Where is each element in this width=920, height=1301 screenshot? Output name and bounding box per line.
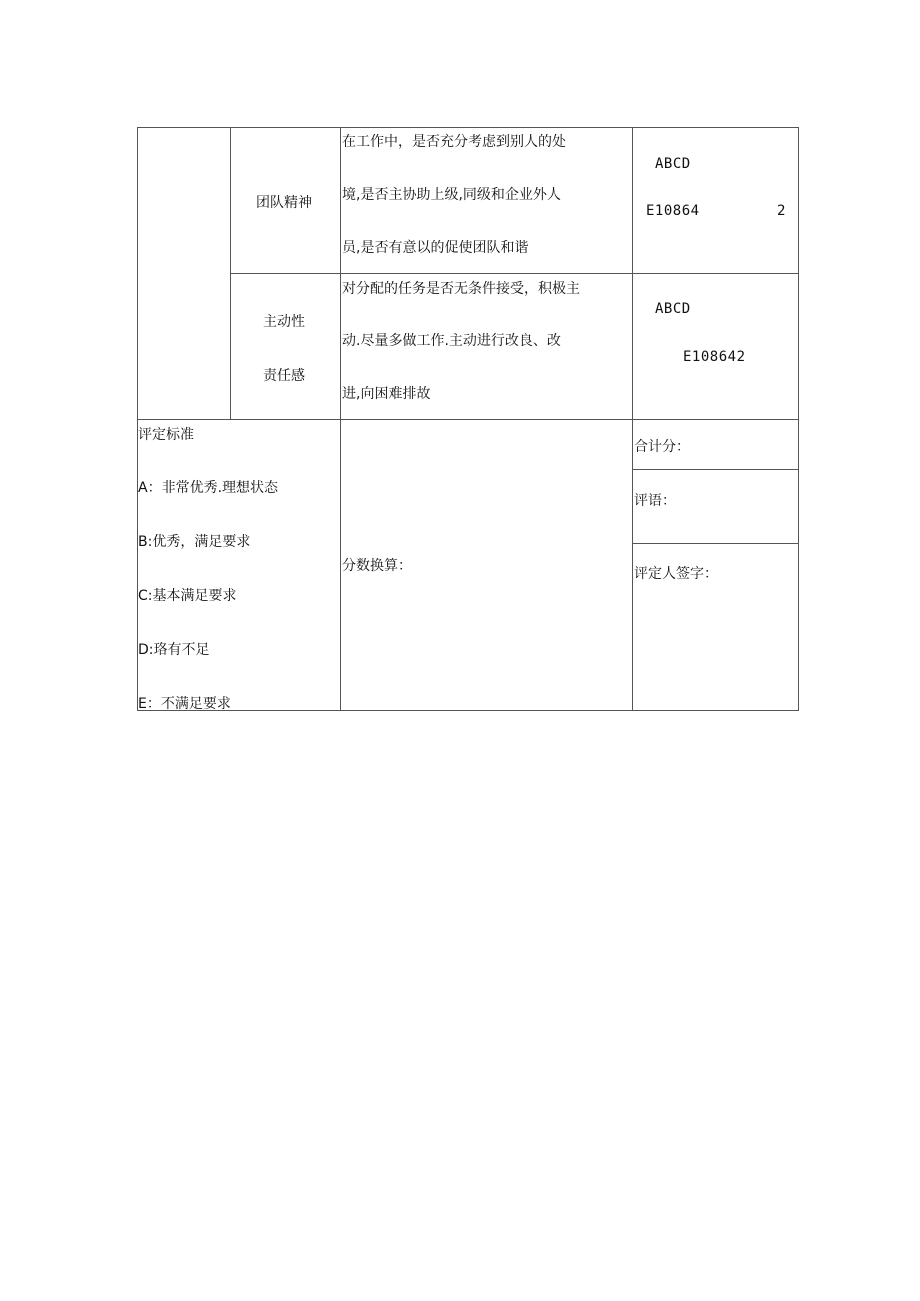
criteria-cell [138, 420, 340, 710]
criteria-item: C:基本满足要求 [138, 588, 237, 604]
criteria-item: D:珞有不足 [138, 642, 210, 658]
weight-value: 2 [777, 203, 786, 219]
item-initiative: 主动性 [263, 314, 305, 330]
grade-options: ABCD [655, 301, 691, 317]
score-options: E10864 [646, 203, 700, 219]
grade-options: ABCD [655, 156, 691, 172]
table-border-right [798, 127, 799, 711]
evaluator-signature-label: 评定人签字： [634, 566, 718, 582]
row-divider-1 [230, 273, 799, 274]
criteria-item: B:优秀，满足要求 [138, 534, 251, 550]
column-divider-description [340, 127, 341, 711]
criteria-title: 评定标准 [138, 427, 194, 443]
right-cell-divider-1 [632, 469, 799, 470]
column-divider-score [632, 127, 633, 711]
item-team-spirit: 团队精神 [256, 195, 312, 211]
right-cell-divider-2 [632, 543, 799, 544]
item-responsibility: 责任感 [263, 368, 305, 384]
criteria-item: A：非常优秀.理想状态 [138, 480, 279, 496]
description-line: 动.尽量多做工作.主动进行改良、改 [342, 333, 561, 349]
table-border-bottom [137, 710, 799, 711]
score-conversion-label: 分数换算： [342, 558, 412, 574]
description-line: 进,向困难排故 [342, 386, 431, 402]
description-line: 境,是否主协助上级,同级和企业外人 [342, 187, 561, 203]
comment-label: 评语： [634, 493, 676, 509]
criteria-item: E：不满足要求 [138, 696, 231, 710]
score-options: E108642 [683, 349, 746, 365]
total-score-label: 合计分： [634, 439, 690, 455]
description-line: 对分配的任务是否无条件接受，积极主 [342, 281, 580, 297]
column-divider-item [230, 127, 231, 420]
description-line: 员,是否有意以的促使团队和谐 [342, 240, 529, 256]
description-line: 在工作中，是否充分考虑到别人的处 [342, 134, 566, 150]
table-border-top [137, 127, 799, 128]
